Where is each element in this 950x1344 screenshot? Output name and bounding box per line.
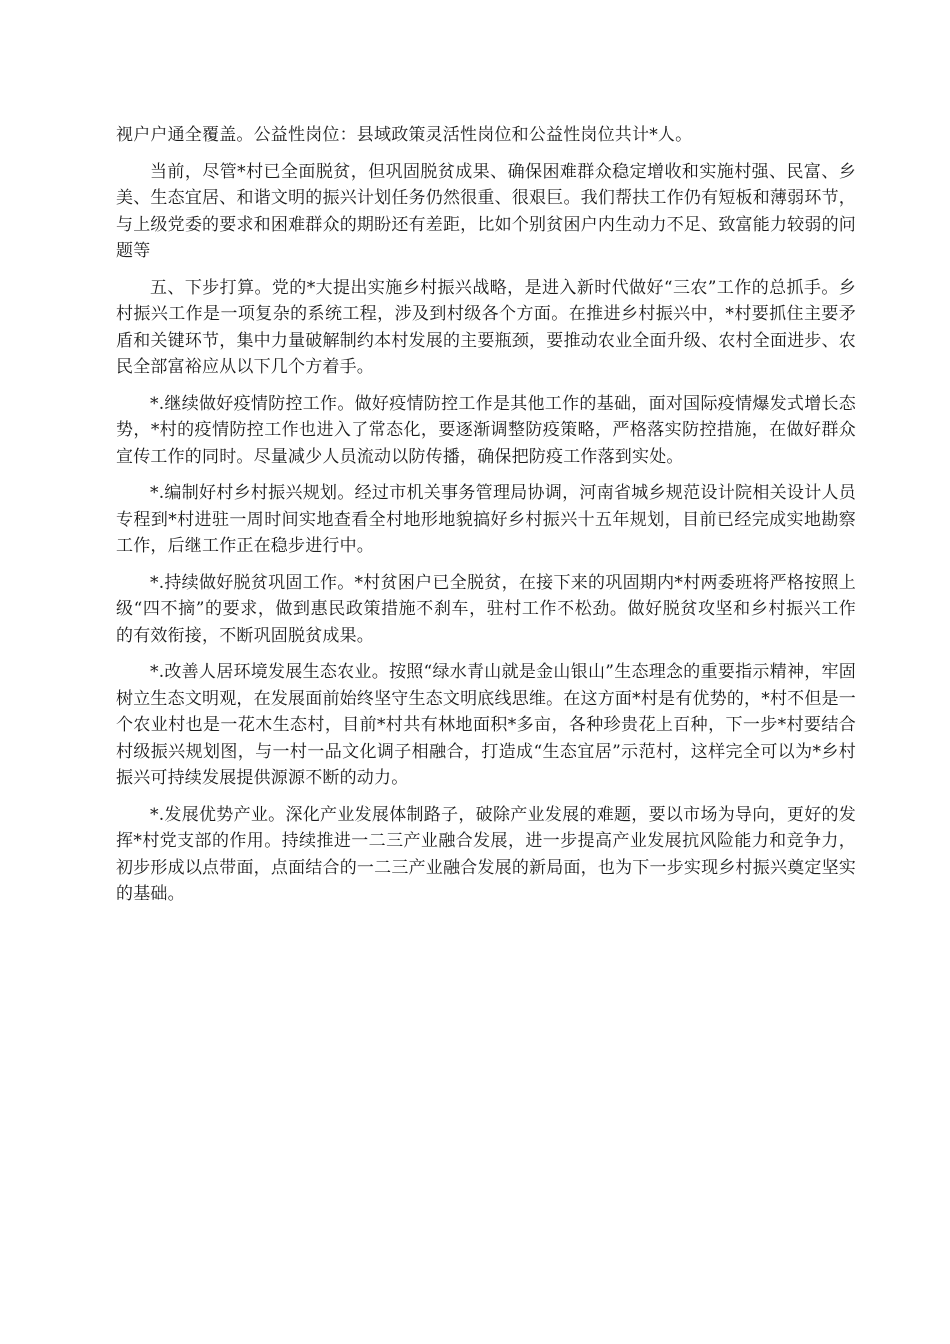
paragraph-next-plan: 五、下步打算。党的*大提出实施乡村振兴战略，是进入新时代做好“三农”工作的总抓手。乡村振兴工作是一项复杂的系统工程，涉及到村级各个方面。在推进乡村振兴中，*村要抓住主要矛盾和关键环节，集中力量破解制约本村发展的主要瓶颈，要推动农业全面升级、农村全面进步、农民全部富裕应从以下几个方着手。 (116, 277, 856, 377)
paragraph-continued: 视户户通全覆盖。公益性岗位：县域政策灵活性岗位和公益性岗位共计*人。 (116, 125, 693, 145)
paragraph-revitalization-plan: *.编制好村乡村振兴规划。经过市机关事务管理局协调，河南省城乡规范设计院相关设计人员专程到*村进驻一周时间实地查看全村地形地貌搞好乡村振兴十五年规划，目前已经完成实地勘察工作，后继工作正在稳步进行中。 (116, 483, 856, 556)
document-body (116, 122, 856, 918)
paragraph-current-status: 当前，尽管*村已全面脱贫，但巩固脱贫成果、确保困难群众稳定增收和实施村强、民富、乡美、生态宜居、和谐文明的振兴计划任务仍然很重、很艰巨。我们帮扶工作仍有短板和薄弱环节，与上级党委的要求和困难群众的期盼还有差距，比如个别贫困户内生动力不足、致富能力较弱的问题等 (116, 161, 856, 261)
paragraph-epidemic-control: *.继续做好疫情防控工作。做好疫情防控工作是其他工作的基础，面对国际疫情爆发式增长态势，*村的疫情防控工作也进入了常态化，要逐渐调整防疫策略，严格落实防控措施，在做好群众宣传工作的同时。尽量减少人员流动以防传播，确保把防疫工作落到实处。 (116, 393, 856, 467)
paragraph-advantage-industry: *.发展优势产业。深化产业发展体制路子，破除产业发展的难题，要以市场为导向，更好的发挥*村党支部的作用。持续推进一二三产业融合发展，进一步提高产业发展抗风险能力和竞争力，初步形成以点带面，点面结合的一二三产业融合发展的新局面，也为下一步实现乡村振兴奠定坚实的基础。 (116, 804, 856, 904)
paragraph-ecological-agriculture: *.改善人居环境发展生态农业。按照“绿水青山就是金山银山”生态理念的重要指示精神，牢固树立生态文明观，在发展面前始终坚守生态文明底线思维。在这方面*村是有优势的，*村不但是一个农业村也是一花木生态村，目前*村共有林地面积*多亩，各种珍贵花上百种，下一步*村要结合村级振兴规划图，与一村一品文化调子相融合，打造成“生态宜居”示范村，这样完全可以为*乡村振兴可持续发展提供源源不断的动力。 (116, 662, 856, 788)
paragraph-poverty-consolidation: *.持续做好脱贫巩固工作。*村贫困户已全脱贫，在接下来的巩固期内*村两委班将严格按照上级“四不摘”的要求，做到惠民政策措施不刹车，驻村工作不松劲。做好脱贫攻坚和乡村振兴工作的有效衔接，不断巩固脱贫成果。 (116, 572, 856, 646)
